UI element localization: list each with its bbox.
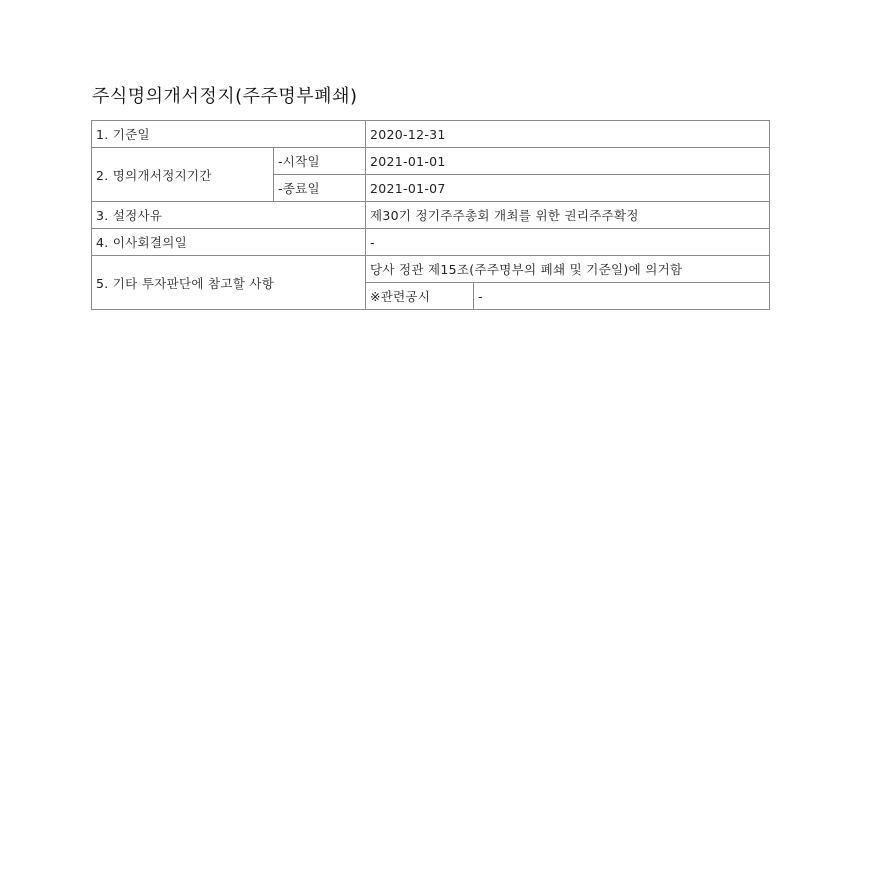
reason-value: 제30기 정기주주총회 개최를 위한 권리주주확정 [366,202,770,229]
board-resolution-value: - [366,229,770,256]
start-date-value: 2021-01-01 [366,148,770,175]
board-resolution-label: 4. 이사회결의일 [92,229,366,256]
table-row-other-matters [92,256,770,283]
disclosure-table [91,120,770,310]
start-date-label: -시작일 [274,148,366,175]
record-date-label: 1. 기준일 [92,121,366,148]
related-disclosure-label: ※관련공시 [366,283,474,310]
reason-label: 3. 설정사유 [92,202,366,229]
table-row-board-resolution [92,229,770,256]
related-disclosure-value: - [474,283,770,310]
other-matters-value: 당사 정관 제15조(주주명부의 폐쇄 및 기준일)에 의거함 [366,256,770,283]
suspension-period-label: 2. 명의개서정지기간 [92,148,274,202]
other-matters-label: 5. 기타 투자판단에 참고할 사항 [92,256,366,310]
end-date-label: -종료일 [274,175,366,202]
table-row-suspension-start [92,148,770,175]
record-date-value: 2020-12-31 [366,121,770,148]
end-date-value: 2021-01-07 [366,175,770,202]
table-row-reason [92,202,770,229]
page-title: 주식명의개서정지(주주명부폐쇄) [92,86,358,107]
table-row-record-date [92,121,770,148]
